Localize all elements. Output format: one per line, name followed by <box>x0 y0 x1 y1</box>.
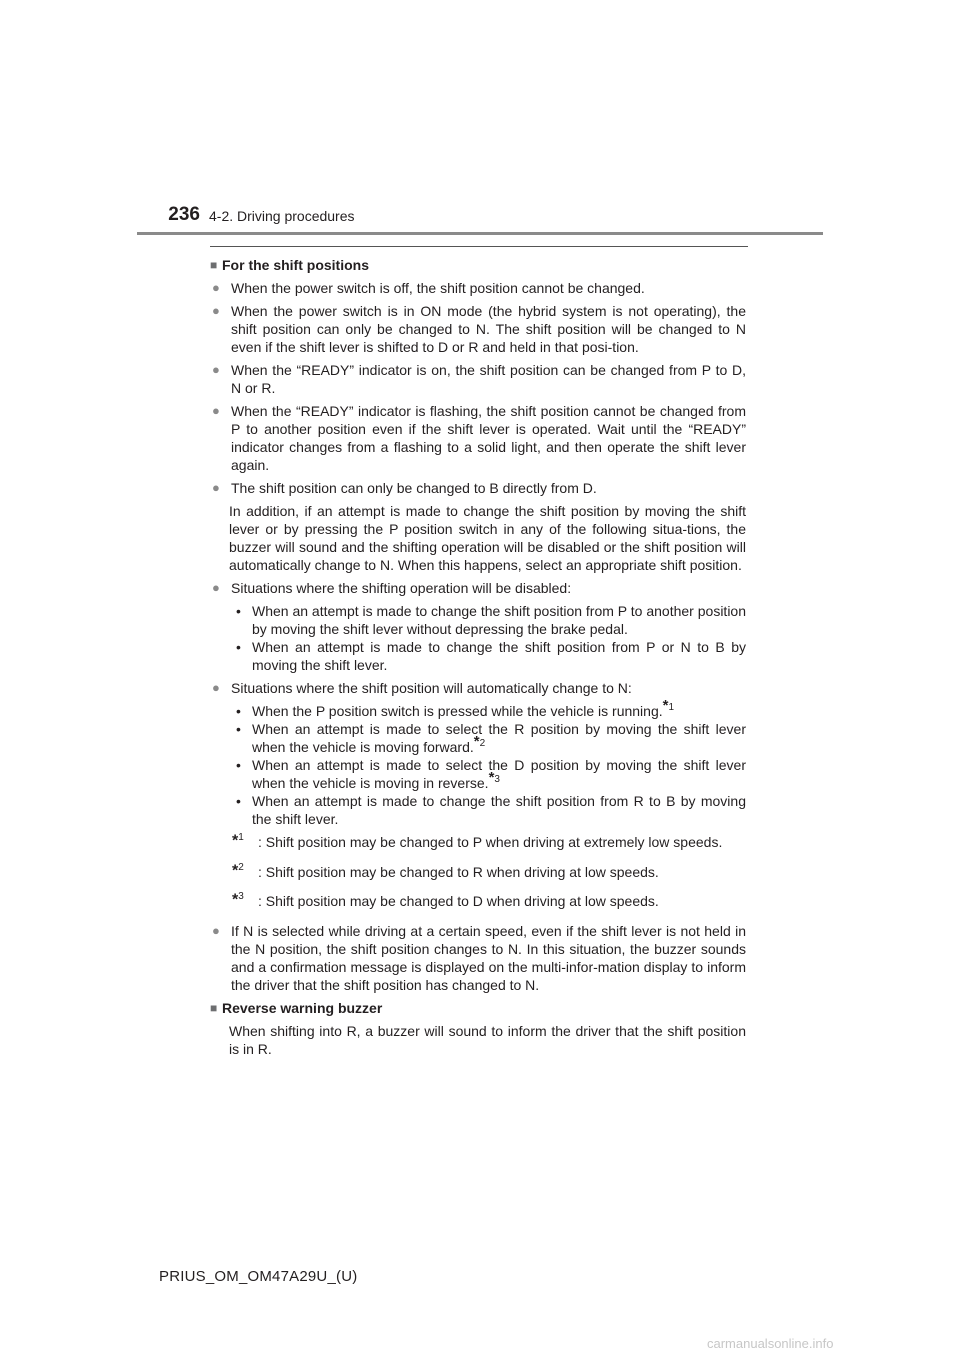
bullet-icon: ● <box>212 680 220 695</box>
footnote-number: 3 <box>238 891 244 903</box>
bullet-icon: ● <box>212 280 220 295</box>
dot-icon: • <box>236 721 241 737</box>
square-marker-icon: ■ <box>210 258 218 272</box>
header-rule <box>137 232 823 235</box>
bullet-text: Situations where the shifting operation will be disabled: <box>231 580 572 596</box>
sub-text-body: When the P position switch is pressed while the vehicle is running. <box>252 703 663 719</box>
bullet-text: When the “READY” indicator is on, the shift position can be changed from P to D, N or R. <box>231 362 746 396</box>
sub-item <box>210 602 746 638</box>
page-number: 236 <box>168 204 200 225</box>
sub-text-body: When an attempt is made to select the D position by moving the shift lever when the vehicle is moving in reverse. <box>252 757 746 791</box>
bullet-icon: ● <box>212 403 220 418</box>
bullet-icon: ● <box>212 580 220 595</box>
footnote-number: 2 <box>238 861 244 873</box>
bullet-item <box>210 402 746 474</box>
sub-text <box>252 756 746 792</box>
heading-text: For the shift positions <box>222 257 369 273</box>
square-marker-icon: ■ <box>210 1000 218 1015</box>
footnote-number: 3 <box>494 774 500 786</box>
bullet-icon: ● <box>212 303 220 318</box>
sub-text: When an attempt is made to change the shift position from P or N to B by moving the shift lever. <box>252 639 746 673</box>
footnote-number: 1 <box>668 702 675 714</box>
bullet-item <box>210 579 746 597</box>
footnote-marker <box>232 829 258 851</box>
footnote-marker <box>232 859 258 881</box>
bullet-text: When the power switch is in ON mode (the hybrid system is not operating), the shift position can only be changed to N. The shift position will be changed to N even if the shift lever is shifted to D or R and held in that posi-tion. <box>231 303 746 355</box>
bullet-icon: ● <box>212 362 220 377</box>
sub-item <box>210 756 746 792</box>
footnote-number: 1 <box>238 832 244 843</box>
bullet-text: If N is selected while driving at a certain speed, even if the shift lever is not held in the N position, the shift position changes to N. In this situation, the buzzer sounds and a confirmation message is displayed on the multi-infor-mation display to inform the driver that the shift position has changed to N. <box>231 922 746 993</box>
dot-icon: • <box>236 639 241 655</box>
dot-icon: • <box>236 603 241 619</box>
bullet-item <box>210 302 746 356</box>
footnote-ref <box>488 769 500 787</box>
sub-text <box>252 720 746 756</box>
bullet-item <box>210 479 746 497</box>
sub-text <box>252 697 746 720</box>
sub-text: When an attempt is made to change the shift position from P to another position by moving the shift lever without depressing the brake pedal. <box>252 603 746 637</box>
footnote-star: * <box>232 862 239 880</box>
footnote-star: * <box>232 891 239 909</box>
sub-list <box>210 697 746 828</box>
dot-icon: • <box>236 703 241 719</box>
footnote-star: * <box>232 832 239 850</box>
bullet-item <box>210 679 746 697</box>
section-rule <box>210 246 748 247</box>
sub-text-body: When an attempt is made to select the R position by moving the shift lever when the vehicle is moving forward. <box>252 721 746 755</box>
footnote-2 <box>210 863 746 885</box>
footnote-marker <box>232 888 258 910</box>
sub-text: When an attempt is made to change the shift position from R to B by moving the shift lever. <box>252 793 746 827</box>
watermark: carmanualsonline.info <box>707 1336 834 1351</box>
bullet-icon: ● <box>212 922 220 938</box>
footnote-ref <box>662 697 675 715</box>
footnote-text: : Shift position may be changed to D when driving at low speeds. <box>258 893 659 910</box>
heading-reverse-warning-buzzer <box>210 999 746 1017</box>
bullet-text: When the “READY” indicator is flashing, the shift position cannot be changed from P to another position even if the shift lever is operated. Wait until the “READY” indicator changes from a flashing to a solid light, and then operate the shift lever again. <box>231 403 746 473</box>
footnote-ref <box>473 733 486 751</box>
document-code: PRIUS_OM_OM47A29U_(U) <box>159 1268 358 1285</box>
bullet-icon: ● <box>212 480 220 495</box>
dot-icon: • <box>236 793 241 809</box>
footnote-text: : Shift position may be changed to R when driving at low speeds. <box>258 863 659 880</box>
bullet-text: When the power switch is off, the shift position cannot be changed. <box>231 280 645 296</box>
sub-item <box>210 697 746 720</box>
paragraph: In addition, if an attempt is made to change the shift position by moving the shift lever or by pressing the P position switch in any of the following situa-tions, the buzzer will sound and the shifting operation will be disabled or the shift position will automatically change to N. When this happens, select an appropriate shift position. <box>229 503 746 573</box>
main-content <box>210 256 746 1063</box>
footnote-text: : Shift position may be changed to P when driving at extremely low speeds. <box>258 834 723 850</box>
dot-icon: • <box>236 757 241 773</box>
bullet-item <box>210 361 746 397</box>
footnote-star: * <box>662 697 669 715</box>
bullet-text: Situations where the shift position will automatically change to N: <box>231 680 632 696</box>
bullet-item <box>210 279 746 297</box>
heading-shift-positions <box>210 256 746 274</box>
heading-text: Reverse warning buzzer <box>222 999 383 1016</box>
footnote-3 <box>210 892 746 914</box>
footnote-1 <box>210 833 746 855</box>
section-title: 4-2. Driving procedures <box>209 208 355 224</box>
paragraph: When shifting into R, a buzzer will sound to inform the driver that the shift position is in R. <box>229 1022 746 1057</box>
footnote-number: 2 <box>479 738 486 750</box>
sub-item <box>210 638 746 674</box>
sub-item <box>210 720 746 756</box>
footnote-star: * <box>473 733 480 751</box>
sub-list <box>210 602 746 674</box>
footnote-star: * <box>488 769 495 787</box>
bullet-item <box>210 922 746 994</box>
bullet-text: The shift position can only be changed to B directly from D. <box>231 480 597 496</box>
sub-item <box>210 792 746 828</box>
